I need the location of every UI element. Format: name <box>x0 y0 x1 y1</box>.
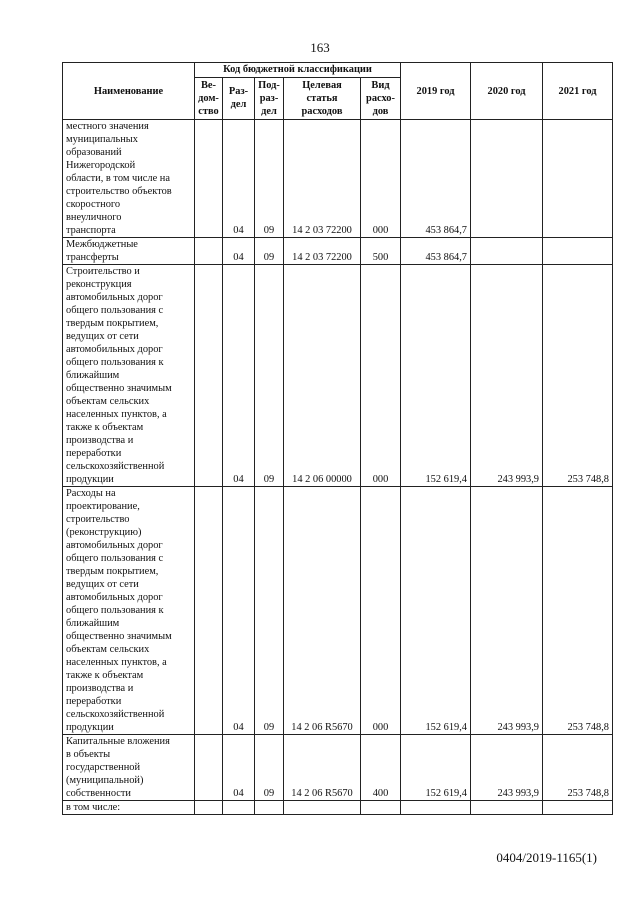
row-vedomstvo <box>195 801 223 815</box>
document-code: 0404/2019-1165(1) <box>496 850 597 865</box>
table-row <box>63 487 613 735</box>
row-vid: 400 <box>361 735 401 801</box>
row-razdel: 04 <box>223 735 255 801</box>
header-vid: Вид расхо- дов <box>361 77 401 119</box>
page-number: 163 <box>310 40 330 55</box>
header-row-1 <box>63 63 613 78</box>
header-razdel: Раз- дел <box>223 77 255 119</box>
table-row <box>63 238 613 265</box>
row-name: Расходы на проектирование, строительство (реконструкцию) автомобильных дорог общего пользования с твердым покрытием, ведущих от сети автомобильных дорог общего пользования к ближайшим общественно значимым объектам сельских населенных пунктов, а также к объектам производства и переработки сельскохозяйственной продукции <box>63 487 195 735</box>
row-2019: 453 864,7 <box>401 238 471 265</box>
row-razdel: 04 <box>223 238 255 265</box>
row-2019: 152 619,4 <box>401 735 471 801</box>
row-2020: 243 993,9 <box>471 487 543 735</box>
row-2021: 253 748,8 <box>543 265 613 487</box>
row-vid: 000 <box>361 120 401 238</box>
row-podrazdel: 09 <box>255 735 284 801</box>
row-2021: 253 748,8 <box>543 487 613 735</box>
header-2020: 2020 год <box>471 63 543 120</box>
row-vedomstvo <box>195 238 223 265</box>
row-name: в том числе: <box>63 801 195 815</box>
table-row <box>63 735 613 801</box>
row-celevaya: 14 2 03 72200 <box>284 120 361 238</box>
row-celevaya <box>284 801 361 815</box>
table-row <box>63 120 613 238</box>
row-razdel <box>223 801 255 815</box>
header-podrazdel: Под- раз- дел <box>255 77 284 119</box>
row-name: Строительство и реконструкция автомобильных дорог общего пользования с твердым покрытием, ведущих от сети автомобильных дорог общего пользования к ближайшим общественно значимым объектам сельских населенных пунктов, а также к объектам производства и переработки сельскохозяйственной продукции <box>63 265 195 487</box>
row-vid: 000 <box>361 265 401 487</box>
budget-table <box>62 62 613 815</box>
row-name: Капитальные вложения в объекты государственной (муниципальной) собственности <box>63 735 195 801</box>
row-name: местного значения муниципальных образований Нижегородской области, в том числе на строительство объектов скоростного внеуличного транспорта <box>63 120 195 238</box>
row-razdel: 04 <box>223 120 255 238</box>
row-podrazdel: 09 <box>255 238 284 265</box>
header-name: Наименование <box>63 63 195 120</box>
header-2019: 2019 год <box>401 63 471 120</box>
row-2021 <box>543 238 613 265</box>
row-2020: 243 993,9 <box>471 265 543 487</box>
table-row <box>63 265 613 487</box>
row-razdel: 04 <box>223 265 255 487</box>
row-2021: 253 748,8 <box>543 735 613 801</box>
row-2019: 453 864,7 <box>401 120 471 238</box>
row-vid <box>361 801 401 815</box>
header-vedomstvo: Ве- дом- ство <box>195 77 223 119</box>
row-podrazdel: 09 <box>255 120 284 238</box>
row-vid: 500 <box>361 238 401 265</box>
row-vedomstvo <box>195 487 223 735</box>
row-celevaya: 14 2 03 72200 <box>284 238 361 265</box>
row-vedomstvo <box>195 735 223 801</box>
row-celevaya: 14 2 06 R5670 <box>284 735 361 801</box>
row-name: Межбюджетные трансферты <box>63 238 195 265</box>
row-vedomstvo <box>195 265 223 487</box>
row-celevaya: 14 2 06 R5670 <box>284 487 361 735</box>
row-podrazdel <box>255 801 284 815</box>
row-razdel: 04 <box>223 487 255 735</box>
header-code-group: Код бюджетной классификации <box>195 63 401 78</box>
header-2021: 2021 год <box>543 63 613 120</box>
row-vid: 000 <box>361 487 401 735</box>
row-2020 <box>471 801 543 815</box>
row-2021 <box>543 120 613 238</box>
row-podrazdel: 09 <box>255 265 284 487</box>
row-2020: 243 993,9 <box>471 735 543 801</box>
row-2019 <box>401 801 471 815</box>
row-celevaya: 14 2 06 00000 <box>284 265 361 487</box>
row-2019: 152 619,4 <box>401 265 471 487</box>
row-podrazdel: 09 <box>255 487 284 735</box>
row-vedomstvo <box>195 120 223 238</box>
row-2021 <box>543 801 613 815</box>
row-2020 <box>471 120 543 238</box>
row-2019: 152 619,4 <box>401 487 471 735</box>
table-row <box>63 801 613 815</box>
row-2020 <box>471 238 543 265</box>
header-celevaya: Целевая статья расходов <box>284 77 361 119</box>
